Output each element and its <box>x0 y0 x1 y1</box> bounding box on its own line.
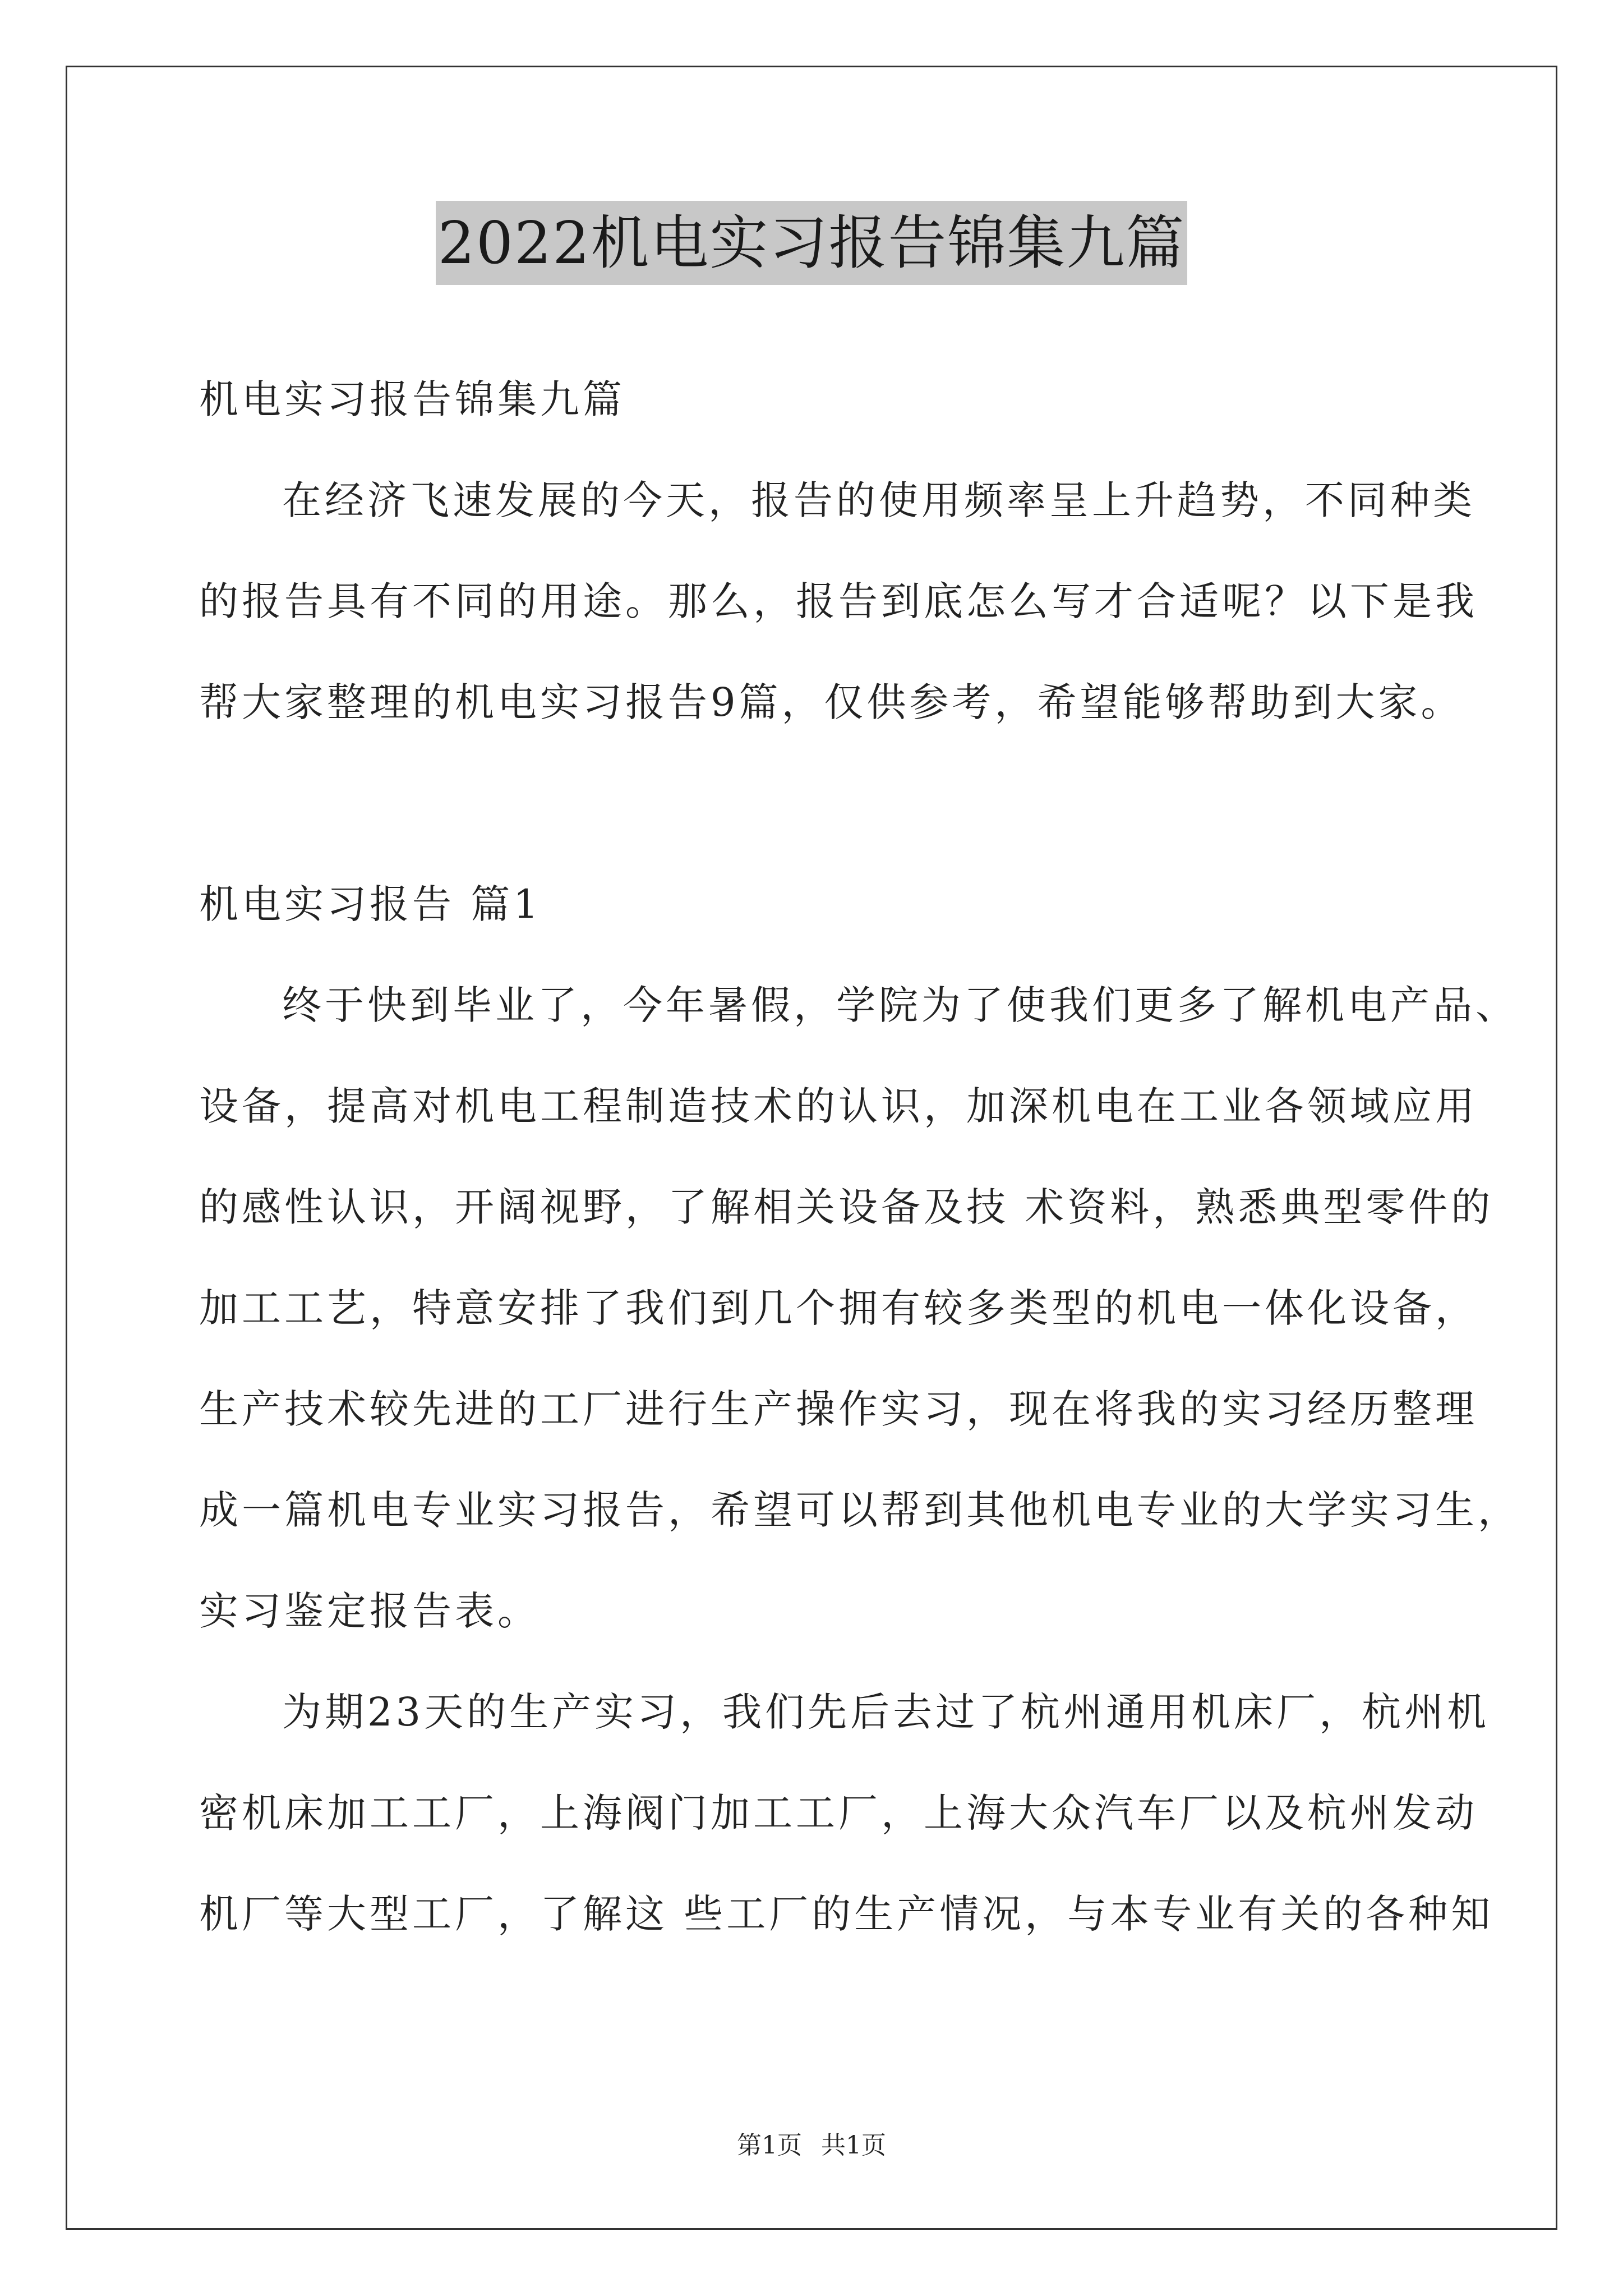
title-container <box>0 201 1623 285</box>
document-subtitle: 机电实习报告锦集九篇 <box>199 376 625 422</box>
intro-line: 在经济飞速发展的今天，报告的使用频率呈上升趋势，不同种类 <box>282 477 1476 523</box>
document-body <box>199 349 1520 1964</box>
spacer <box>199 753 1433 854</box>
paragraph-line: 实习鉴定报告表。 <box>199 1588 540 1634</box>
paragraph-line: 生产技术较先进的工厂进行生产操作实习，现在将我的实习经历整理 <box>199 1386 1478 1432</box>
paragraph-line: 密机床加工工厂，上海阀门加工工厂，上海大众汽车厂以及杭州发动 <box>199 1790 1478 1836</box>
paragraph-line: 加工工艺，特意安排了我们到几个拥有较多类型的机电一体化设备， <box>199 1285 1478 1331</box>
paragraph-line: 成一篇机电专业实习报告，希望可以帮到其他机电专业的大学实习生， <box>199 1487 1520 1533</box>
intro-line: 的报告具有不同的用途。那么，报告到底怎么写才合适呢？以下是我 <box>199 578 1478 624</box>
page-footer: 第1页 共1页 <box>737 2131 886 2160</box>
paragraph-line: 为期23天的生产实习，我们先后去过了杭州通用机床厂，杭州机 <box>282 1689 1490 1735</box>
document-title: 2022机电实习报告锦集九篇 <box>436 201 1188 285</box>
section-heading: 机电实习报告 篇1 <box>199 881 542 927</box>
intro-line: 帮大家整理的机电实习报告9篇，仅供参考，希望能够帮助到大家。 <box>199 679 1464 725</box>
paragraph-line: 机厂等大型工厂，了解这 些工厂的生产情况，与本专业有关的各种知 <box>199 1891 1494 1937</box>
paragraph-line: 的感性认识，开阔视野，了解相关设备及技 术资料，熟悉典型零件的 <box>199 1184 1494 1230</box>
paragraph-line: 终于快到毕业了，今年暑假，学院为了使我们更多了解机电产品、 <box>282 982 1518 1028</box>
paragraph-line: 设备，提高对机电工程制造技术的认识，加深机电在工业各领域应用 <box>199 1083 1478 1129</box>
